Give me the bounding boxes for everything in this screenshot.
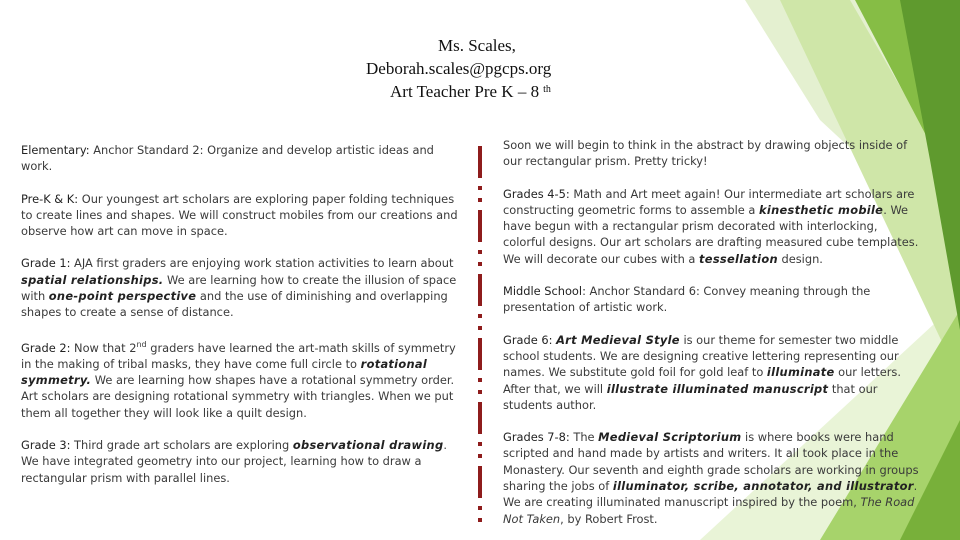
grade2-text-2: graders have learned the art-math skills of symmetry in the making of tribal masks, they have come full circle to: [21, 340, 456, 371]
teacher-role: [300, 80, 680, 103]
grade3-text-1: Third grade art scholars are exploring: [70, 437, 293, 452]
grade6-emph-3: illustrate illuminated manuscript: [606, 381, 829, 396]
para-grade1: [21, 255, 459, 320]
grade6-text-2: our letters. After that, we will: [503, 365, 901, 396]
grade6-label: Grade 6:: [503, 332, 553, 347]
grade1-emph-2: one-point perspective: [48, 289, 197, 304]
grades78-label: Grades 7-8:: [503, 430, 570, 445]
para-grades78: [503, 429, 923, 527]
left-column: [21, 142, 459, 486]
grade2-sup: nd: [136, 339, 147, 349]
middle-text: : Anchor Standard 6: Convey meaning through the presentation of artistic work.: [503, 284, 871, 315]
grades45-text-1: Math and Art meet again! Our intermediate art scholars are constructing geometric forms to assemble a: [503, 186, 915, 217]
grade1-text-2: We are learning how to create the illusion of space with: [21, 272, 457, 304]
teacher-role-text: Art Teacher Pre K – 8: [390, 82, 540, 101]
grades78-emph-1: Medieval Scriptorium: [598, 430, 742, 445]
para-grades45: [503, 186, 923, 267]
grades45-emph-2: tessellation: [699, 251, 778, 266]
grade6-emph-1: Art Medieval Style: [556, 332, 680, 347]
grade1-text-3: and the use of diminishing and overlapping shapes to create a sense of distance.: [21, 289, 448, 320]
grade3-emph-1: observational drawing: [292, 437, 444, 452]
grades78-text-3: . We are creating illuminated manuscript inspired by the poem,: [503, 479, 918, 510]
grade3-label: Grade 3:: [21, 437, 71, 452]
para-grade3: [21, 437, 459, 486]
grades45-text-2: . We have begun with a rectangular prism decorated with interlocking, colorful designs. Our art scholars are drafting measured cube templates. We will decorate our cubes with a: [503, 202, 919, 266]
grade1-text-1: AJA first graders are enjoying work station activities to learn about: [70, 256, 454, 271]
grade6-text-3: that our students author.: [503, 381, 878, 412]
grades78-text-4: , by Robert Frost.: [560, 511, 658, 526]
grade2-emph-1: rotational symmetry.: [21, 356, 428, 388]
grades78-text-1: The: [569, 430, 599, 445]
header: [300, 34, 680, 103]
para-grade2: [21, 337, 459, 421]
grade6-emph-2: illuminate: [766, 365, 835, 380]
para-prek: [21, 191, 459, 240]
para-intro: Soon we will begin to think in the abstract by drawing objects inside of our rectangular prism. Pretty tricky!: [503, 138, 908, 169]
grades78-text-2: is where books were hand scripted and hand made by artists and writers. It all took place in the Monastery. Our seventh and eighth grade scholars are working in groups sharing the jobs of: [503, 430, 919, 494]
middle-label: Middle School: [503, 284, 583, 299]
grades78-poem-title: The Road Not Taken: [503, 495, 915, 526]
grades45-text-3: design.: [777, 251, 823, 266]
prek-text: Our youngest art scholars are exploring paper folding techniques to create lines and shapes. We will construct mobiles from our creations and observe how art can move in space.: [21, 191, 458, 239]
right-column: [503, 137, 923, 527]
grade6-text-1: is our theme for semester two middle school students. We are designing creative lettering representing our names. We substitute gold foil for gold leaf to: [503, 332, 899, 380]
grades45-label: Grades 4-5:: [503, 186, 570, 201]
teacher-email: Deborah.scales@pgcps.org: [366, 59, 552, 78]
grade1-label: Grade 1:: [21, 256, 71, 271]
para-middle-school: [503, 283, 923, 316]
para-grade6: [503, 332, 923, 413]
elementary-text: Anchor Standard 2: Organize and develop artistic ideas and work.: [21, 143, 434, 174]
grade1-emph-1: spatial relationships.: [21, 272, 164, 287]
column-divider: [478, 146, 482, 526]
grade2-text-3: We are learning how shapes have a rotational symmetry order. Art scholars are designing rotational symmetry with triangles. When we put them all together they will look like a quilt design.: [21, 373, 455, 420]
teacher-name: Ms. Scales,: [438, 36, 516, 55]
grade2-label: Grade 2:: [21, 340, 71, 355]
grade3-text-2: . We have integrated geometry into our project, learning how to draw a rectangular prism with parallel lines.: [21, 437, 448, 485]
elementary-label: Elementary:: [21, 143, 90, 157]
prek-label: Pre-K & K:: [21, 191, 79, 206]
grades45-emph-1: kinesthetic mobile: [758, 202, 884, 217]
teacher-role-sup: th: [543, 84, 551, 95]
grade2-text-1: Now that 2: [70, 340, 137, 355]
para-elementary: [21, 142, 459, 175]
grades78-emph-2: illuminator, scribe, annotator, and illustrator: [612, 479, 914, 494]
